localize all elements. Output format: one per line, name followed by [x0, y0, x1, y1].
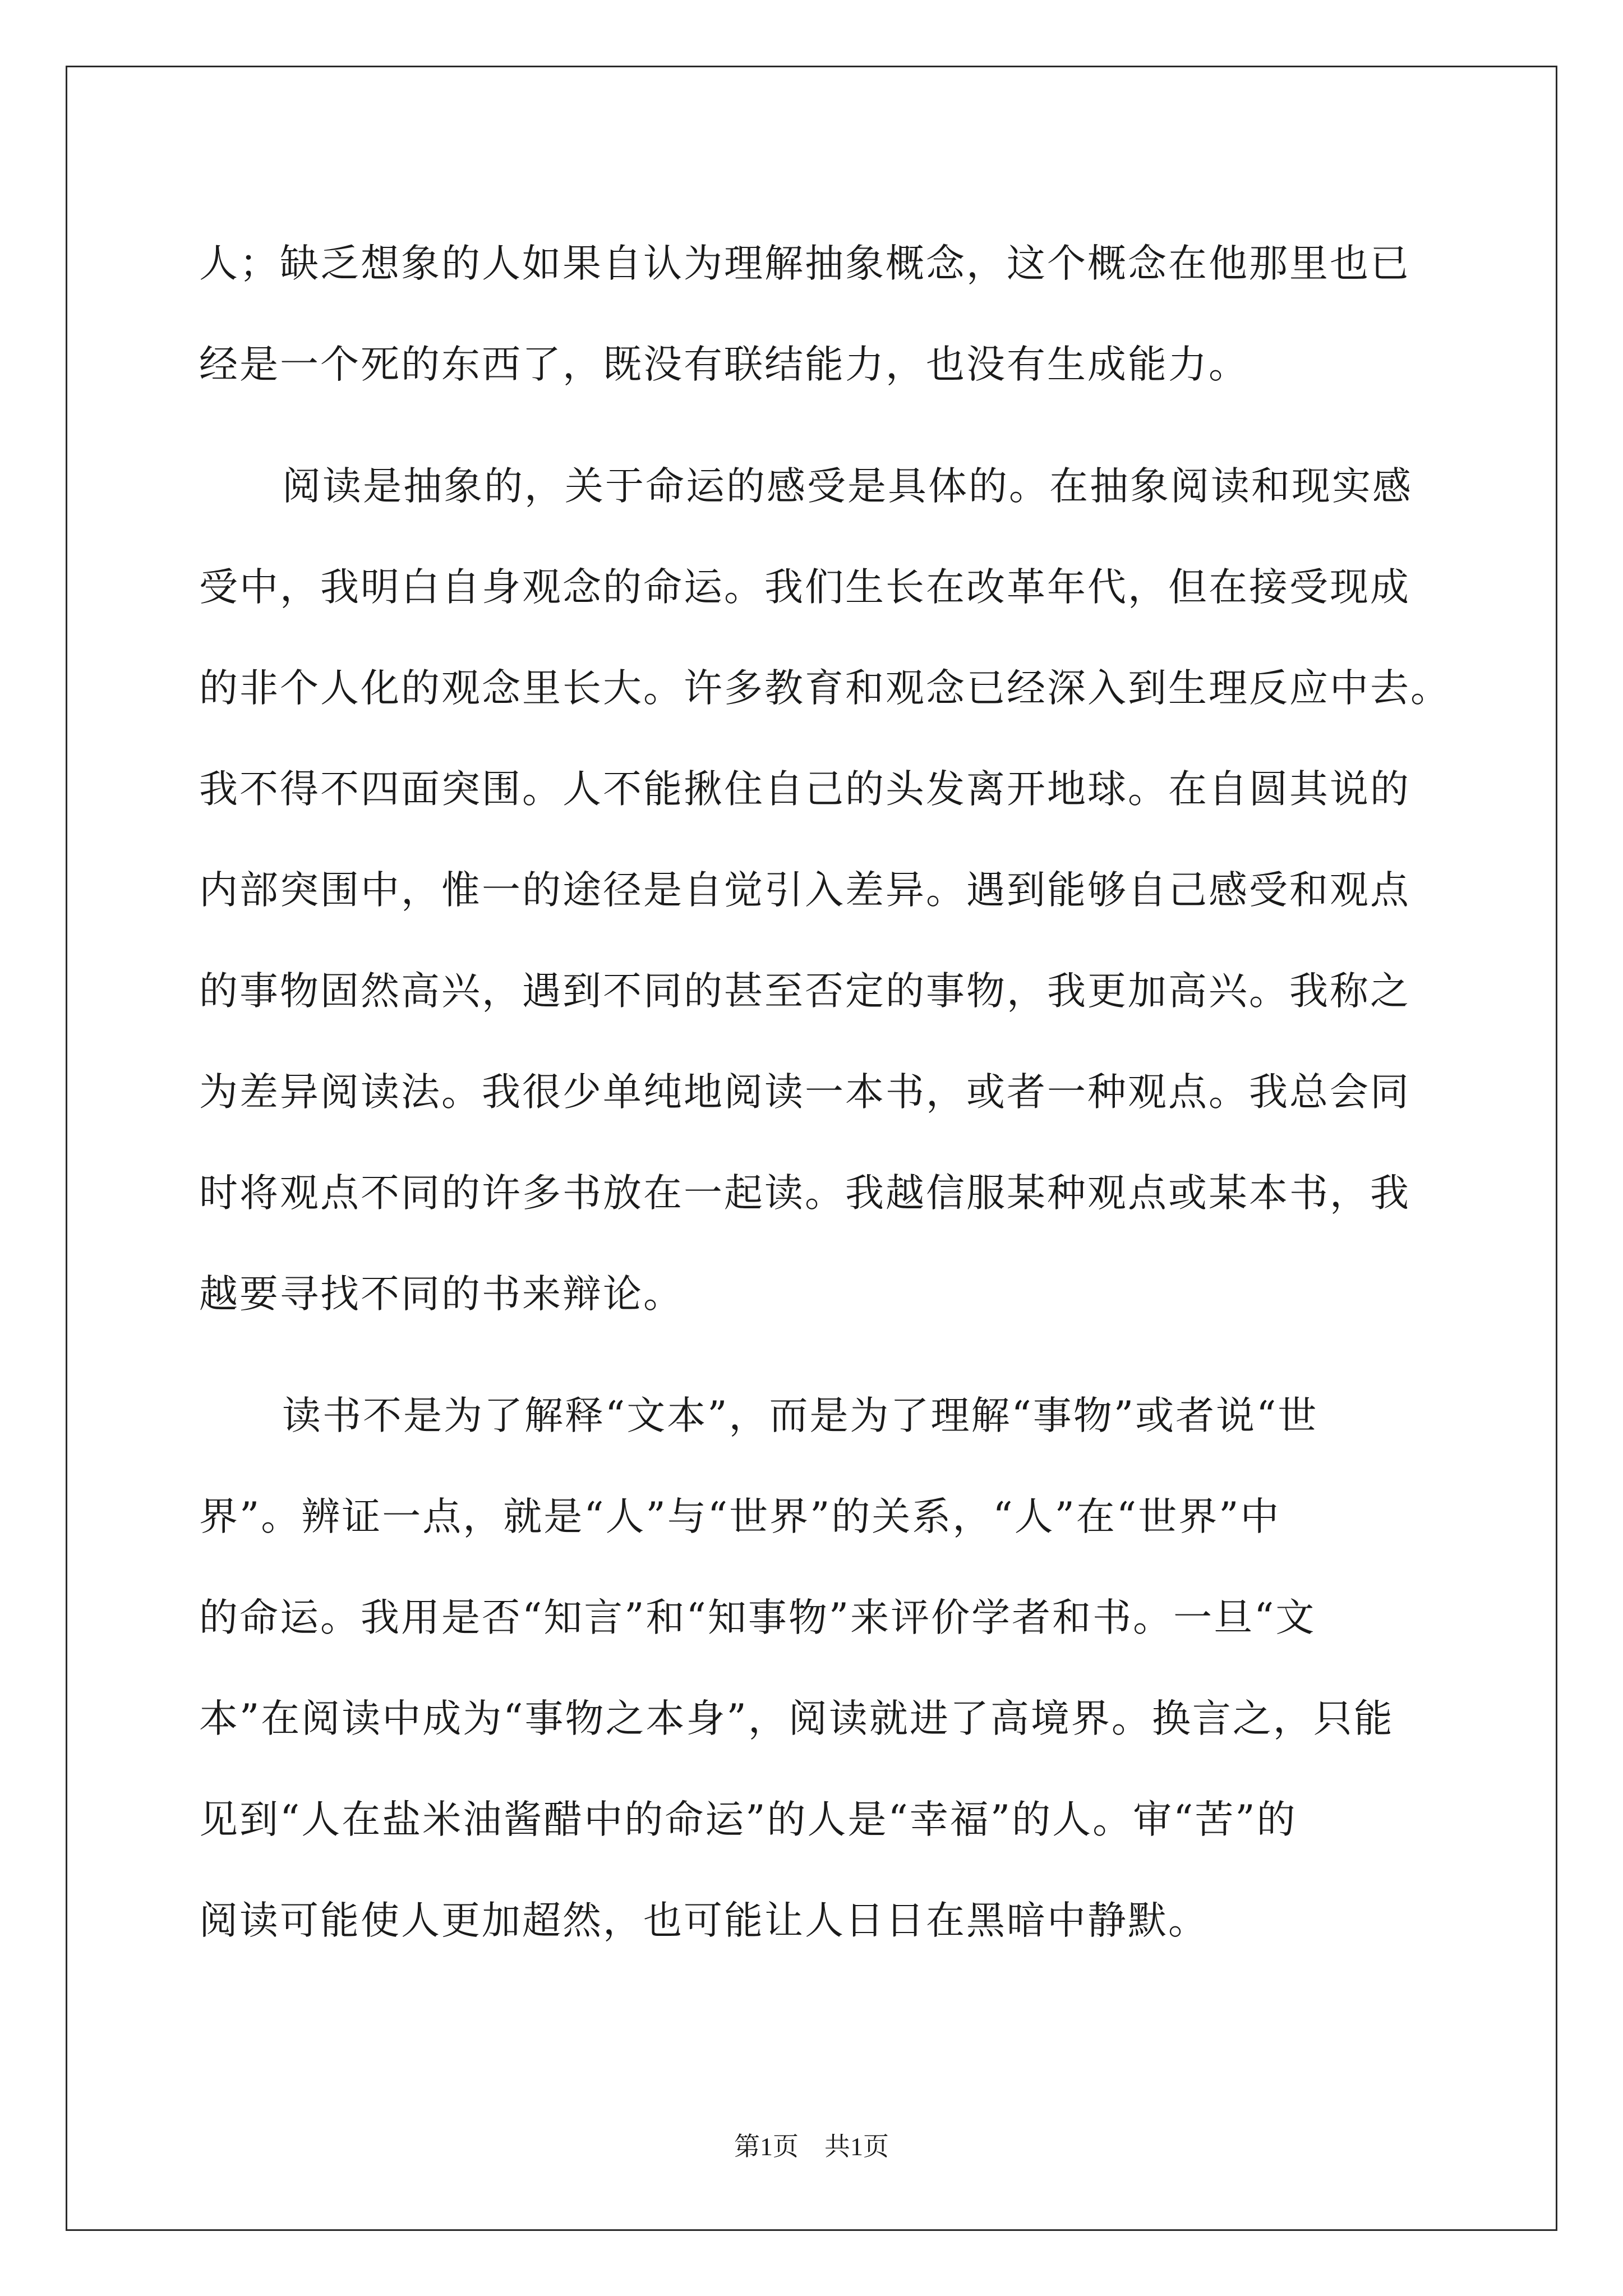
text-line: 阅读可能使人更加超然，也可能让人日日在黑暗中静默。 — [199, 1898, 1209, 1943]
text-line: 界”。辨证一点，就是“人”与“世界”的关系，“人”在“世界”中 — [199, 1494, 1281, 1539]
text-line: 见到“人在盐米油酱醋中的命运”的人是“幸福”的人。审“苦”的 — [199, 1797, 1297, 1842]
text-line: 的命运。我用是否“知言”和“知事物”来评价学者和书。一旦“文 — [199, 1595, 1316, 1640]
paragraph — [199, 436, 1451, 1345]
paragraph — [199, 213, 1433, 415]
page-footer — [0, 2126, 1623, 2163]
page-number: 第1页 — [734, 2132, 799, 2161]
text-line: 的事物固然高兴，遇到不同的甚至否定的事物，我更加高兴。我称之 — [199, 969, 1410, 1014]
text-line: 人；缺乏想象的人如果自认为理解抽象概念，这个概念在他那里也已 — [199, 241, 1410, 286]
text-line: 本”在阅读中成为“事物之本身”，阅读就进了高境界。换言之，只能 — [199, 1696, 1394, 1741]
page-total: 共1页 — [824, 2132, 889, 2161]
paragraph — [199, 1365, 1433, 1971]
document-body — [199, 213, 1451, 1971]
text-line: 读书不是为了解释“文本”，而是为了理解“事物”或者说“世 — [282, 1393, 1318, 1438]
text-line: 我不得不四面突围。人不能揪住自己的头发离开地球。在自圆其说的 — [199, 767, 1410, 812]
text-line: 受中，我明白自身观念的命运。我们生长在改革年代，但在接受现成 — [199, 565, 1410, 610]
text-line: 时将观点不同的许多书放在一起读。我越信服某种观点或某本书，我 — [199, 1171, 1410, 1216]
text-line: 阅读是抽象的，关于命运的感受是具体的。在抽象阅读和现实感 — [282, 464, 1413, 509]
text-line: 的非个人化的观念里长大。许多教育和观念已经深入到生理反应中去。 — [199, 666, 1451, 711]
text-line: 经是一个死的东西了，既没有联结能力，也没有生成能力。 — [199, 342, 1249, 387]
text-line: 越要寻找不同的书来辩论。 — [199, 1272, 684, 1317]
text-line: 为差异阅读法。我很少单纯地阅读一本书，或者一种观点。我总会同 — [199, 1070, 1410, 1115]
text-line: 内部突围中，惟一的途径是自觉引入差异。遇到能够自己感受和观点 — [199, 868, 1410, 913]
